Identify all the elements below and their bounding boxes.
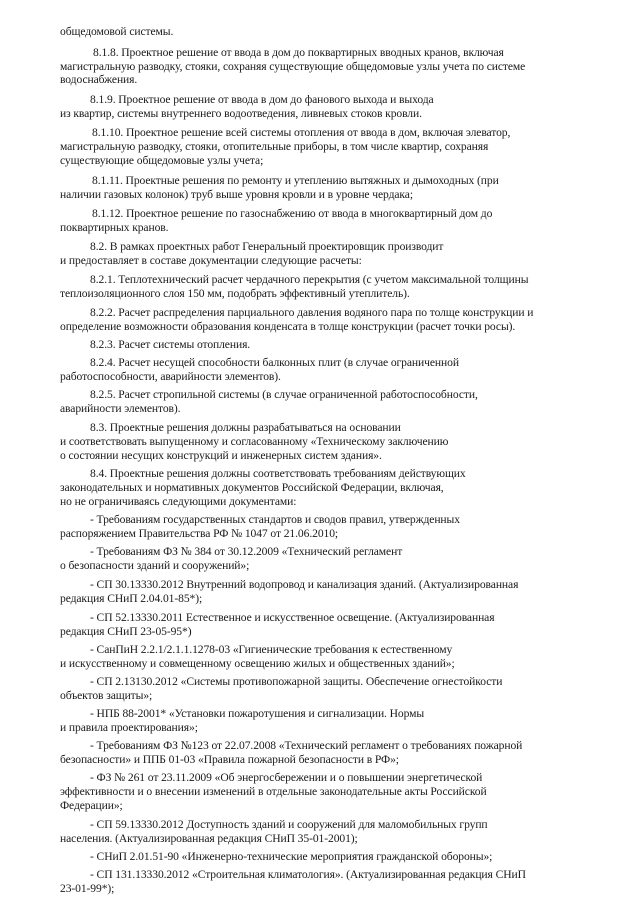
text-line: распоряжением Правительства РФ № 1047 от 21.06.2010; bbox=[60, 527, 339, 540]
text-line: 8.2.3. Расчет системы отопления. bbox=[90, 338, 251, 351]
text-line: 8.2.2. Расчет распределения парциального давления водяного пара по толще конструкции и bbox=[90, 306, 534, 319]
text-line: 8.2.1. Теплотехнический расчет чердачного перекрытия (с учетом максимальной толщины bbox=[90, 273, 529, 286]
text-line: - Требованиям государственных стандартов и сводов правил, утвержденных bbox=[90, 513, 460, 526]
text-line: из квартир, системы внутреннего водоотведения, ливневых стоков кровли. bbox=[60, 107, 422, 120]
text-line: 8.2. В рамках проектных работ Генеральный проектировщик производит bbox=[90, 240, 444, 253]
text-line: наличии газовых колонок) труб выше уровня кровли и в уровне чердака; bbox=[60, 188, 413, 201]
text-line: - СП 30.13330.2012 Внутренний водопровод и канализация зданий. (Актуализированная bbox=[90, 578, 519, 591]
text-line: 8.4. Проектные решения должны соответствовать требованиям действующих bbox=[90, 467, 466, 480]
text-line: 23-01-99*); bbox=[60, 882, 115, 895]
text-line: эффективности и о внесении изменений в отдельные законодательные акты Российской bbox=[60, 785, 487, 798]
text-line: магистральную разводку, стояки, сохраняя существующие общедомовые узлы учета по системе bbox=[60, 60, 526, 73]
text-line: законодательных и нормативных документов Российской Федерации, включая, bbox=[60, 481, 444, 494]
text-line: 8.2.4. Расчет несущей способности балконных плит (в случае ограниченной bbox=[90, 356, 459, 369]
text-line: работоспособности, аварийности элементов). bbox=[60, 370, 281, 383]
text-line: существующие общедомовые узлы учета; bbox=[60, 154, 264, 167]
text-line: 8.3. Проектные решения должны разрабатываться на основании bbox=[90, 421, 401, 434]
text-line: но не ограничиваясь следующими документами: bbox=[60, 495, 297, 508]
text-line: и предоставляет в составе документации следующие расчеты: bbox=[60, 254, 362, 267]
text-line: - СП 59.13330.2012 Доступность зданий и сооружений для маломобильных групп bbox=[90, 818, 488, 831]
text-line: водоснабжения. bbox=[60, 73, 138, 86]
text-line: магистральную разводку, стояки, отопительные приборы, в том числе квартир, сохраняя bbox=[60, 140, 489, 153]
text-line: о безопасности зданий и сооружений»; bbox=[60, 559, 250, 572]
text-line: - СанПиН 2.2.1/2.1.1.1278-03 «Гигиенические требования к естественному bbox=[90, 643, 453, 656]
text-line: объектов защиты»; bbox=[60, 689, 153, 702]
text-line: - Требованиям ФЗ №123 от 22.07.2008 «Технический регламент о требованиях пожарной bbox=[90, 739, 523, 752]
text-line: 8.1.12. Проектное решение по газоснабжению от ввода в многоквартирный дом до bbox=[92, 207, 493, 220]
text-line: - СНиП 2.01.51-90 «Инженерно-технические мероприятия гражданской обороны»; bbox=[90, 850, 493, 863]
text-line: - СП 52.13330.2011 Естественное и искусственное освещение. (Актуализированная bbox=[90, 611, 495, 624]
text-line: и искусственному и совмещенному освещению жилых и общественных зданий»; bbox=[60, 657, 455, 670]
text-line: - СП 131.13330.2012 «Строительная климатология». (Актуализированная редакция СНиП bbox=[90, 868, 526, 881]
text-line: определение возможности образования конденсата в толще конструкции (расчет точки росы). bbox=[60, 320, 516, 333]
text-line: безопасности» и ППБ 01-03 «Правила пожарной безопасности в РФ»; bbox=[60, 753, 399, 766]
text-line: 8.1.10. Проектное решение всей системы отопления от ввода в дом, включая элеватор, bbox=[92, 126, 511, 139]
text-line: 8.1.9. Проектное решение от ввода в дом до фанового выхода и выхода bbox=[90, 93, 434, 106]
text-line: - СП 2.13130.2012 «Системы противопожарной защиты. Обеспечение огнестойкости bbox=[90, 675, 503, 688]
text-line: - НПБ 88-2001* «Установки пожаротушения и сигнализации. Нормы bbox=[90, 707, 425, 720]
text-line: и соответствовать выпущенному и согласованному «Техническому заключению bbox=[60, 435, 449, 448]
text-line: поквартирных кранов. bbox=[60, 221, 169, 234]
text-line: - Требованиям ФЗ № 384 от 30.12.2009 «Технический регламент bbox=[90, 545, 403, 558]
text-line: аварийности элементов). bbox=[60, 402, 181, 415]
text-line: Федерации»; bbox=[60, 799, 123, 812]
text-line: 8.1.11. Проектные решения по ремонту и утеплению вытяжных и дымоходных (при bbox=[92, 174, 499, 187]
text-line: - ФЗ № 261 от 23.11.2009 «Об энергосбережении и о повышении энергетической bbox=[90, 771, 483, 784]
text-line: редакция СНиП 23-05-95*) bbox=[60, 625, 192, 638]
text-line: теплоизоляционного слоя 150 мм, подобрать эффективный утеплитель). bbox=[60, 287, 410, 300]
text-line: общедомовой системы. bbox=[60, 25, 174, 38]
text-line: 8.1.8. Проектное решение от ввода в дом до поквартирных вводных кранов, включая bbox=[93, 46, 504, 59]
text-line: 8.2.5. Расчет стропильной системы (в случае ограниченной работоспособности, bbox=[90, 388, 478, 401]
text-line: и правила проектирования»; bbox=[60, 721, 198, 734]
text-line: редакция СНиП 2.04.01-85*); bbox=[60, 592, 203, 605]
text-line: о состоянии несущих конструкций и инженерных систем здания». bbox=[60, 449, 382, 462]
text-line: населения. (Актуализированная редакция СНиП 35-01-2001); bbox=[60, 832, 358, 845]
